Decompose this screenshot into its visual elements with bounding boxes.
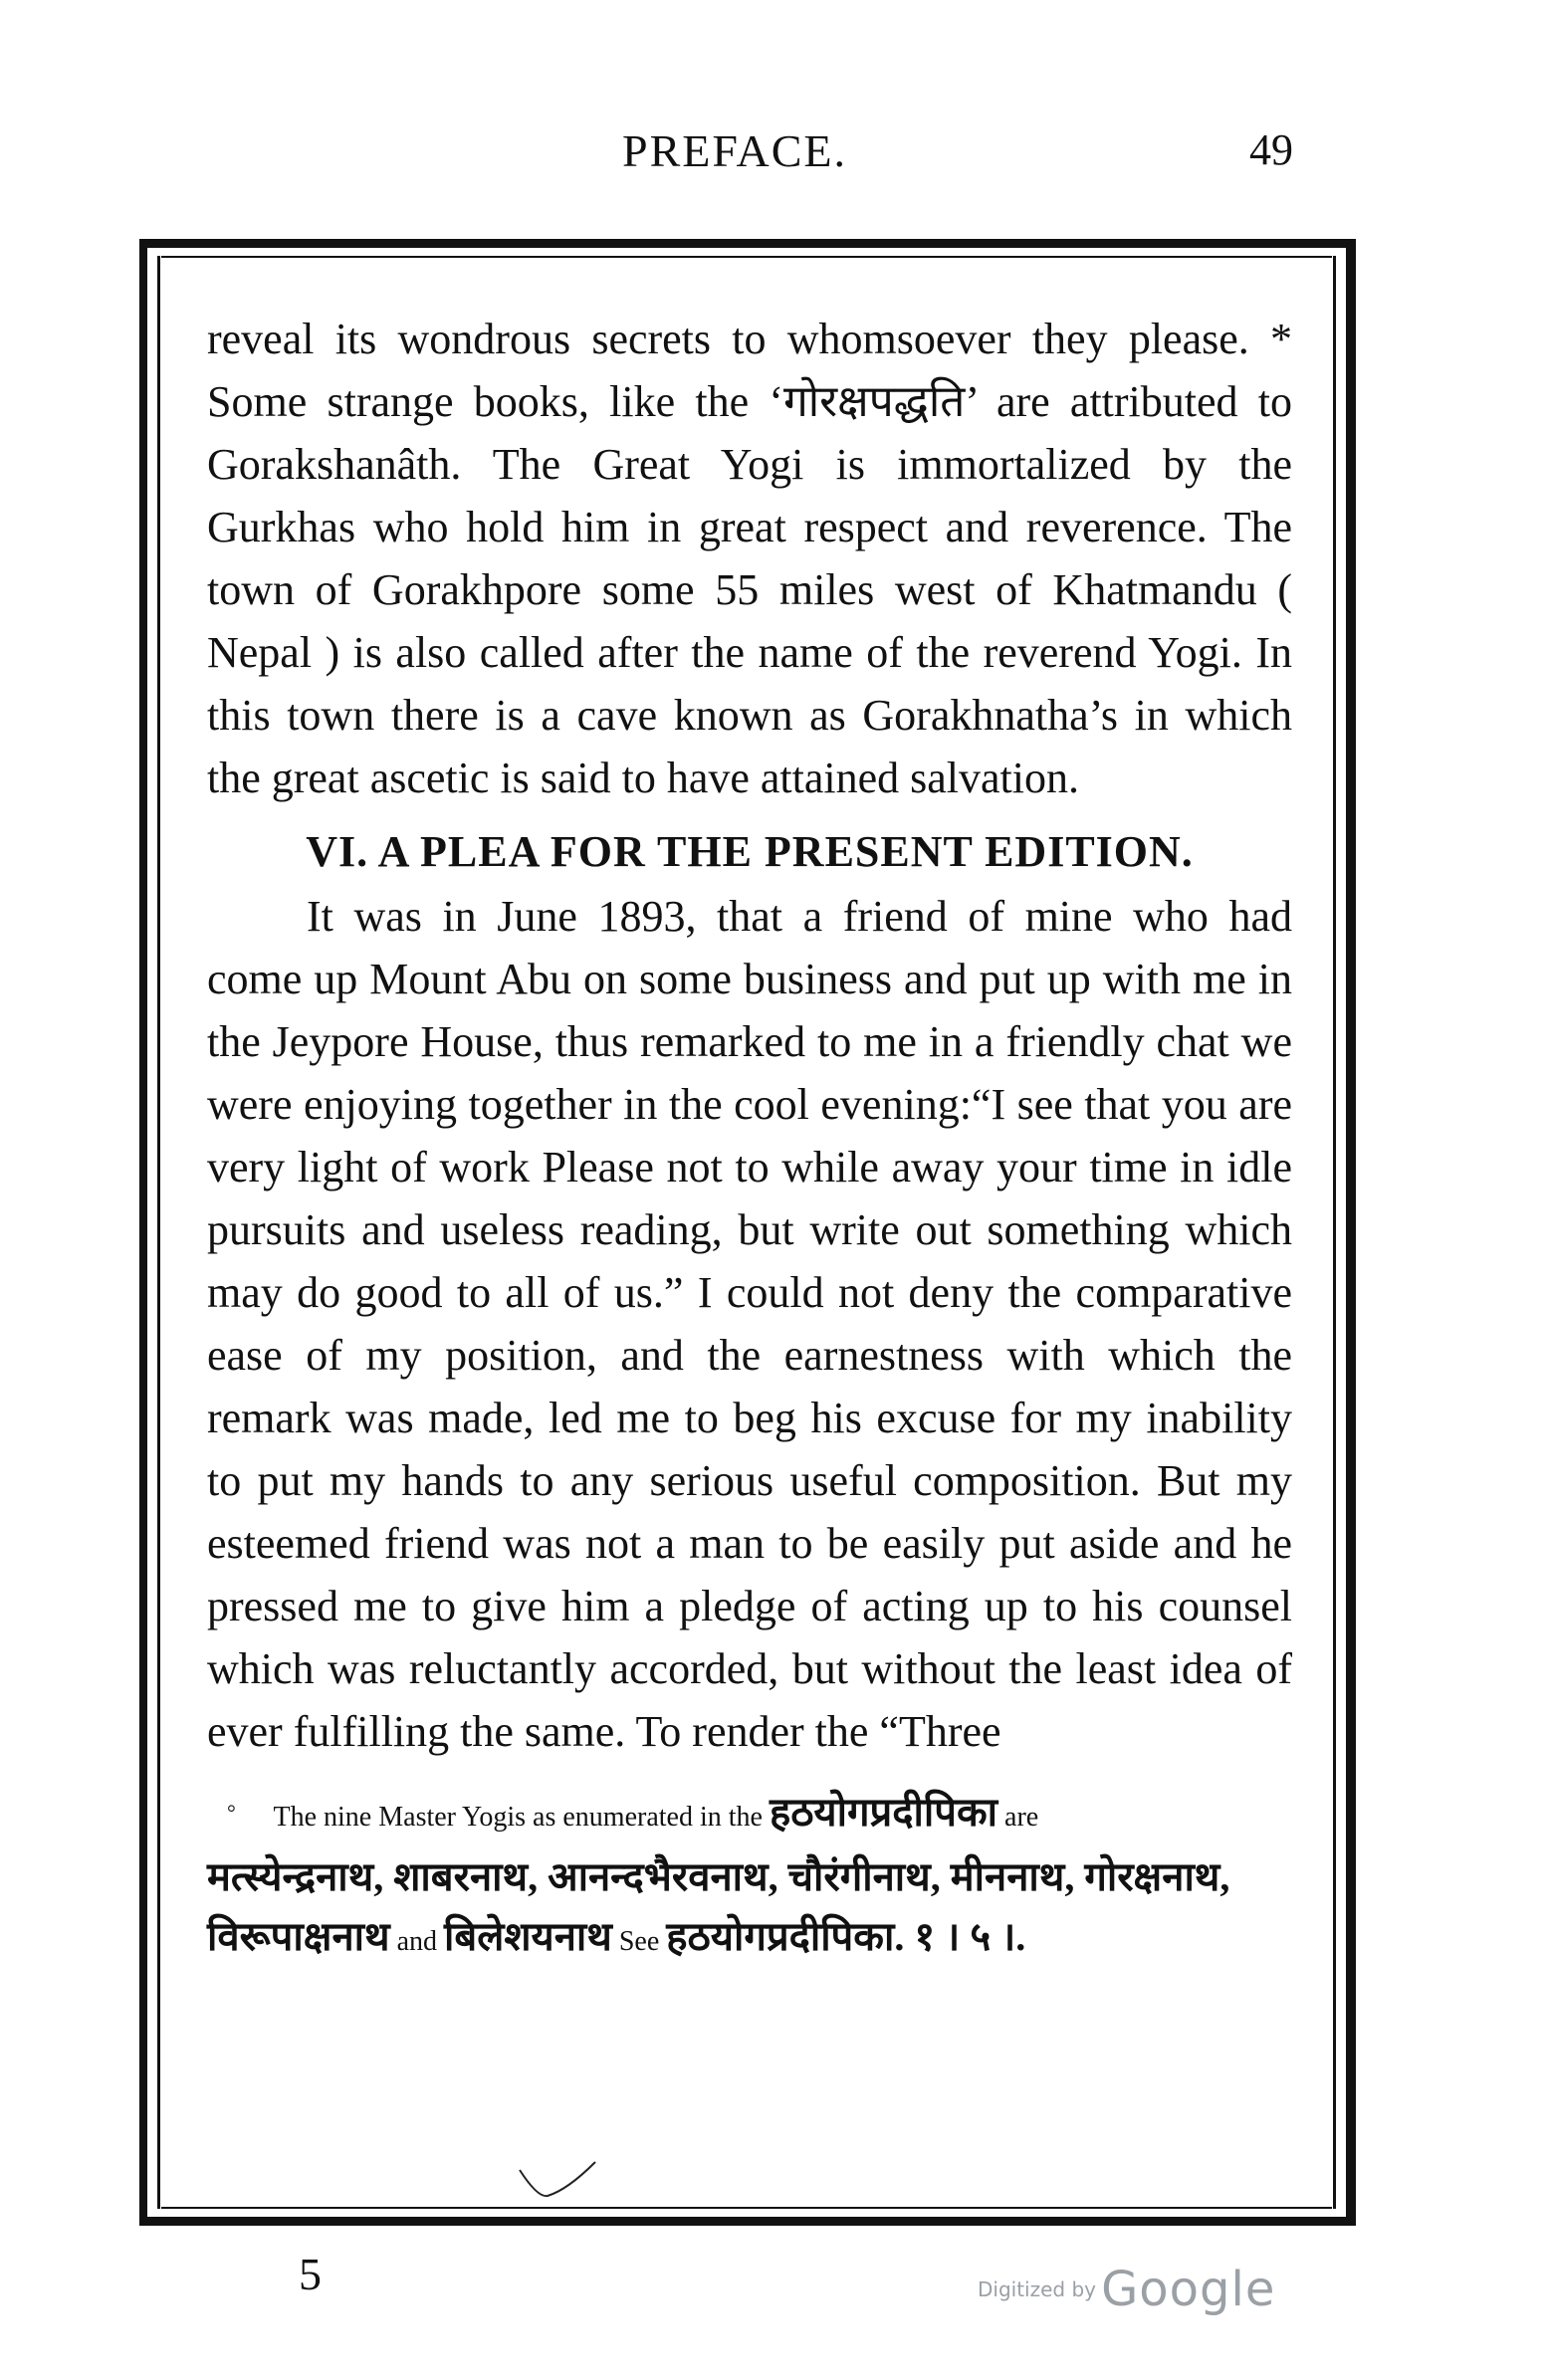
paragraph-present-edition: It was in June 1893, that a friend of mine who had come up Mount Abu on some business and put up with me in the Jeypore House, thus remarked to me in a friendly chat we were enjoying together in the cool evening:“I see that you are very light of work Please not to while away your time in idle pursuits and useless reading, but write out something which may do good to all of us.” I could not deny the comparative ease of my position, and the earnestness with which the remark was made, led me to beg his excuse for my inability to put my hands to any serious useful composition. But my esteemed friend was not a man to be easily put aside and he pressed me to give him a pledge of acting up to his counsel which was reluctantly accorded, but without the least idea of ever fulfilling the same. To render the “Three — [207, 892, 1292, 1756]
page-content — [207, 308, 1292, 1972]
footnote-text: The nine Master Yogis as enumerated in the — [273, 1802, 763, 1833]
running-title: PREFACE. — [622, 125, 848, 176]
footnote-marker: ° — [227, 1800, 236, 1825]
footnote-yogi-name-a: विरूपाक्षनाथ — [207, 1914, 390, 1959]
page-border — [139, 239, 1356, 2226]
paragraph-gorakshanath: reveal its wondrous secrets to whomsoever they please. * Some strange books, like the ‘गोरक्षपद्धति’ are attributed to Gorakshanâth. The Great Yogi is immortalized by the Gurkhas who hold him in great respect and reverence. The town of Gorakhpore some 55 miles west of Khatmandu ( Nepal ) is also called after the name of the reverend Yogi. In this town there is a cave known as Gorakhnatha’s in which the great ascetic is said to have attained salvation. — [207, 315, 1292, 802]
footnote-yogi-name-b: बिलेशयनाथ — [444, 1914, 612, 1959]
pencil-tick-mark — [518, 2160, 597, 2200]
footnote — [207, 1783, 1292, 1972]
digitized-by-google-watermark — [978, 2262, 1275, 2317]
google-logo-text: Google — [1101, 2262, 1276, 2317]
watermark-prefix: Digitized by — [978, 2277, 1096, 2301]
page-header — [0, 124, 1549, 204]
section-heading: VI. A PLEA FOR THE PRESENT EDITION. — [306, 827, 1194, 876]
footnote-deva-title: हठयोगप्रदीपिका — [769, 1790, 998, 1835]
footnote-and: and — [396, 1926, 437, 1957]
page-number: 49 — [1249, 125, 1293, 174]
footnote-see: See — [618, 1926, 660, 1957]
signature-mark: 5 — [299, 2249, 322, 2299]
footnote-reference: हठयोगप्रदीपिका. १ । ५ ।. — [666, 1914, 1026, 1959]
footnote-are: are — [1004, 1802, 1039, 1833]
footnote-yogi-names: मत्स्येन्द्रनाथ, शाबरनाथ, आनन्दभैरवनाथ, चौरंगीनाथ, मीननाथ, गोरक्षनाथ, — [207, 1854, 1230, 1899]
